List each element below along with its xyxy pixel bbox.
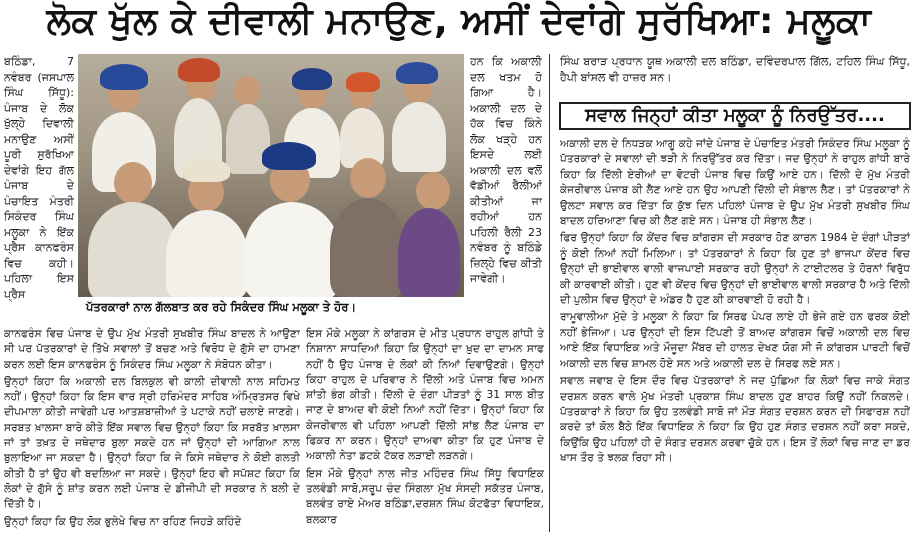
right-top-text [560, 54, 910, 94]
paragraph: ਫਿਰ ਉਨ੍ਹਾਂ ਕਿਹਾ ਕਿ ਕੇਂਦਰ ਵਿਚ ਕਾਂਗਰਸ ਦੀ ਸਰਕਾਰ ਹੋਣ ਕਾਰਨ 1984 ਦੇ ਦੰਗਾਂ ਪੀੜਤਾਂ ਨੂੰ ਕੋਈ ਨਿਆਂ ਨਹੀਂ ਮਿਲਿਆ। ਤਾਂ ਪੱਤਰਕਾਰਾਂ ਨੇ ਕਿਹਾ ਕਿ ਹੁਣ ਤਾਂ ਭਾਜਪਾ ਕੇਂਦਰ ਵਿਚ ਉਨ੍ਹਾਂ ਦੀ ਭਾਈਵਾਲ ਵਾਲੀ ਵਾਜਪਾਈ ਸਰਕਾਰ ਰਹੀ ਉਨ੍ਹਾਂ ਨੇ ਟਾਈਟਲਰ ਤੇ ਹੋਰਨਾਂ ਵਿਰੁੱਧ ਕੀ ਕਾਰਵਾਈ ਕੀਤੀ। ਹੁਣ ਵੀ ਕੇਂਦਰ ਵਿਚ ਉਨ੍ਹਾਂ ਦੀ ਭਾਈਵਾਲ ਵਾਲੀ ਸਰਕਾਰ ਹੈ ਅਤੇ ਦਿੱਲੀ ਦੀ ਪੁਲੀਸ ਵਿਚ ਉਨ੍ਹਾਂ ਦੇ ਅੰਡਰ ਹੈ ਹੁਣ ਕੀ ਕਾਰਵਾਈ ਹੋ ਰਹੀ ਹੈ। [560, 231, 910, 307]
paragraph: ਅਕਾਲੀ ਦਲ ਦੇ ਨਿਧੜਕ ਆਗੂ ਕਹੇ ਜਾਂਦੇ ਪੰਜਾਬ ਦੇ ਪੰਚਾਇਤ ਮੰਤਰੀ ਸਿਕੰਦਰ ਸਿੰਘ ਮਲੂਕਾ ਨੂੰ ਪੱਤਰਕਾਰਾਂ ਦੇ ਸਵਾਲਾਂ ਦੀ ਝੜੀ ਨੇ ਨਿਰਉੱਤਰ ਕਰ ਦਿੱਤਾ। ਜਦ ਉਨ੍ਹਾਂ ਨੇ ਰਾਹੁਲ ਗਾਂਧੀ ਬਾਰੇ ਕਿਹਾ ਕਿ ਦਿੱਲੀ ਏਰੀਆਂ ਦਾ ਵੋਟਰੀ ਪੰਜਾਬ ਵਿਚ ਕਿਉਂ ਆਏ ਹਨ। ਦਿੱਲੀ ਦੇ ਮੁੱਖ ਮੰਤਰੀ ਕੇਜਰੀਵਾਲ ਪੰਜਾਬ ਕੀ ਲੈਣ ਆਏ ਹਨ ਉਹ ਆਪਣੀ ਦਿੱਲੀ ਦੀ ਸੰਭਾਲ ਲੈਣ। ਤਾਂ ਪੱਤਰਕਾਰਾਂ ਨੇ ਉਲਟਾ ਸਵਾਲ ਕਰ ਦਿੱਤਾ ਕਿ ਕੁੱਝ ਦਿਨ ਪਹਿਲਾਂ ਪੰਜਾਬ ਦੇ ਉਪ ਮੁੱਖ ਮੰਤਰੀ ਸੁਖਬੀਰ ਸਿੰਘ ਬਾਦਲ ਹਰਿਆਣਾ ਵਿਚ ਕੀ ਲੈਣ ਗਏ ਸਨ। ਪੰਜਾਬ ਹੀ ਸੰਭਾਲ ਲੈਣ। [560, 137, 910, 228]
box-title: ਸਵਾਲ ਜਿਨ੍ਹਾਂ ਕੀਤਾ ਮਲੂਕਾ ਨੂੰ ਨਿਰਉੱਤਰ.... [559, 102, 911, 130]
paragraph: ਹਨ ਕਿ ਅਕਾਲੀ ਦਲ ਖਤਮ ਹੋ ਗਿਆ ਹੈ। ਅਕਾਲੀ ਦਲ ਦੇ ਹੱਕ ਵਿਚ ਕਿੰਨੇ ਲੋਕ ਖੜ੍ਹੇ ਹਨ ਇਸਦੇ ਲਈ ਅਕਾਲੀ ਦਲ ਵਲੋਂ ਵੱਡੀਆਂ ਰੈਲੀਆਂ ਕੀਤੀਆਂ ਜਾ ਰਹੀਆਂ ਹਨ ਪਹਿਲੀ ਰੈਲੀ 23 ਨਵੰਬਰ ਨੂੰ ਬਠਿੰਡੇ ਜ਼ਿਲ੍ਹੇ ਵਿਚ ਕੀਤੀ ਜਾਵੇਗੀ। [470, 55, 542, 285]
column-divider [549, 54, 550, 532]
bottom-left-column [4, 326, 300, 536]
paragraph: ਬਠਿੰਡਾ, 7 ਨਵੰਬਰ (ਜਸਪਾਲ ਸਿੰਘ ਸਿੱਧੂ): ਪੰਜਾਬ ਦੇ ਲੋਕ ਖੁੱਲ੍ਹੇ ਦਿਵਾਲੀ ਮਨਾਉਣ ਅਸੀਂ ਪੂਰੀ ਸੁਰੱਖਿਆ ਦੇਵਾਂਗੇ ਇਹ ਗੱਲ ਪੰਜਾਬ ਦੇ ਪੰਚਾਇਤ ਮੰਤਰੀ ਸਿਕੰਦਰ ਸਿੰਘ ਮਲੂਕਾ ਨੇ ਇੱਕ ਪ੍ਰੈਸ ਕਾਨਫਰੰਸ ਵਿਚ ਕਹੀ। ਪਹਿਲਾ ਇਸ ਪ੍ਰੈਸ [4, 55, 74, 301]
paragraph: ਕਾਨਫਰੰਸ ਵਿਚ ਪੰਜਾਬ ਦੇ ਉਪ ਮੁੱਖ ਮੰਤਰੀ ਸੁਖਬੀਰ ਸਿੰਘ ਬਾਦਲ ਨੇ ਆਉਣਾ ਸੀ ਪਰ ਪੱਤਰਕਾਰਾਂ ਦੇ ਤਿੱਖੇ ਸਵਾਲਾਂ ਤੋਂ ਬਚਣ ਅਤੇ ਵਿਰੋਧ ਦੇ ਗੁੱਸੇ ਦਾ ਹਾਮਣਾ ਕਰਨ ਲਈ ਇਸ ਕਾਨਫਰੰਸ ਨੂੰ ਸਿਕੰਦਰ ਸਿੰਘ ਮਲੂਕਾ ਨੇ ਸੰਬੋਧਨ ਕੀਤਾ। [4, 327, 300, 371]
paragraph: ਰਾਮੂਵਾਲੀਆ ਮੁੱਦੇ ਤੇ ਮਲੂਕਾ ਨੇ ਕਿਹਾ ਕਿ ਸਿਰਫ ਪੇਪਰ ਲਾਏ ਹੀ ਭੇਜੇ ਗਏ ਹਨ ਫਰਕ ਕੋਈ ਨਹੀਂ ਭੇਜਿਆ। ਪਰ ਉਨ੍ਹਾਂ ਦੀ ਇਸ ਟਿੱਪਣੀ ਤੋਂ ਬਾਅਦ ਕਾਂਗਰਸ ਵਿਚੋਂ ਅਕਾਲੀ ਦਲ ਵਿਚ ਆਏ ਇੱਕ ਵਿਧਾਇਕ ਅਤੇ ਮੌਜੂਦਾ ਮੈਂਬਰ ਦੀ ਹਾਲਤ ਦੇਖਣ ਯੋਗ ਸੀ ਜੋ ਕਾਂਗਰਸ ਪਾਰਟੀ ਵਿਚੋਂ ਅਕਾਲੀ ਦਲ ਵਿਚ ਸ਼ਾਮਲ ਹੋਏ ਸਨ ਅਤੇ ਅਕਾਲੀ ਦਲ ਦੇ ਸਿਰਫ ਲਏ ਸਨ। [560, 310, 910, 370]
bottom-middle-column [306, 326, 544, 536]
headline: ਲੋਕ ਖੁੱਲ ਕੇ ਦੀਵਾਲੀ ਮਨਾਉਣ, ਅਸੀਂ ਦੇਵਾਂਗੇ ਸੁਰੱਖਿਆ: ਮਲੂਕਾ [46, 1, 872, 42]
news-photo [78, 54, 464, 317]
paragraph: ਇਸ ਮੌਕੇ ਮਲੂਕਾ ਨੇ ਕਾਂਗਰਸ ਦੇ ਮੀਤ ਪ੍ਰਧਾਨ ਰਾਹੁਲ ਗਾਂਧੀ ਤੇ ਨਿਸ਼ਾਨਾ ਸਾਧਦਿਆਂ ਕਿਹਾ ਕਿ ਉਨ੍ਹਾਂ ਦਾ ਖ਼ੁਦ ਦਾ ਦਾਮਨ ਸਾਫ ਨਹੀਂ ਹੈ ਉਹ ਪੰਜਾਬ ਦੇ ਲੋਕਾਂ ਕੀ ਨਿਆਂ ਦਿਵਾਉਣਗੇ। ਉਨ੍ਹਾਂ ਕਿਹਾ ਰਾਹੁਲ ਦੇ ਪਰਿਵਾਰ ਨੇ ਦਿੱਲੀ ਅਤੇ ਪੰਜਾਬ ਵਿਚ ਅਮਨ ਸ਼ਾਂਤੀ ਭੰਗ ਕੀਤੀ। ਦਿੱਲੀ ਦੇ ਦੰਗਾ ਪੀੜਤਾਂ ਨੂੰ 31 ਸਾਲ ਬੀਤ ਜਾਣ ਦੇ ਬਾਅਦ ਵੀ ਕੋਈ ਨਿਆਂ ਨਹੀਂ ਦਿੱਤਾ। ਉਨ੍ਹਾਂ ਕਿਹਾ ਕਿ ਕੇਜਰੀਵਾਲ ਵੀ ਪਹਿਲਾ ਆਪਣੀ ਦਿੱਲੀ ਸਾਂਭ ਲੈਣ ਪੰਜਾਬ ਦਾ ਫਿਕਰ ਨਾ ਕਰਨ। ਉਨ੍ਹਾਂ ਦਾਅਵਾ ਕੀਤਾ ਕਿ ਹੁਣ ਪੰਜਾਬ ਦੇ ਅਕਾਲੀ ਨੇਤਾ ਡਟਕੇ ਟੱਕਰ ਲੜਾਈ ਲੜਨਗੇ। [306, 327, 544, 463]
paragraph: ਇਸ ਮੌਕੇ ਉਨ੍ਹਾਂ ਨਾਲ ਜੀਤ ਮਹਿੰਦਰ ਸਿੰਘ ਸਿੱਧੂ ਵਿਧਾਇਕ ਤਲਵੰਡੀ ਸਾਬੋ,ਸਰੂਪ ਚੰਦ ਸਿੰਗਲਾ ਮੁੱਖ ਸੰਸਦੀ ਸਕੱਤਰ ਪੰਜਾਬ, ਬਲਵੰਤ ਰਾਏ ਮੇਅਰ ਬਠਿੰਡਾ,ਦਰਸ਼ਨ ਸਿੰਘ ਕੋਟਫੱਤਾ ਵਿਧਾਇਕ, ਬਲਕਾਰ [306, 466, 544, 526]
left-column [4, 54, 74, 322]
paragraph: ਉਨ੍ਹਾਂ ਕਿਹਾ ਕਿ ਅਕਾਲੀ ਦਲ ਬਿਲਕੁਲ ਵੀ ਕਾਲੀ ਦੀਵਾਲੀ ਨਾਲ ਸਹਿਮਤ ਨਹੀਂ। ਉਨ੍ਹਾਂ ਕਿਹਾ ਕਿ ਇਸ ਵਾਰ ਸ੍ਰੀ ਹਰਿਮੰਦਰ ਸਾਹਿਬ ਅੰਮ੍ਰਿਤਸਰ ਵਿਖੇ ਦੀਪਮਾਲਾ ਕੀਤੀ ਜਾਵੇਗੀ ਪਰ ਆਤਸ਼ਬਾਜ਼ੀਆਂ ਤੇ ਪਟਾਕੇ ਨਹੀਂ ਚਲਾਏ ਜਾਣਗੇ। ਸਰਬਤ ਖ਼ਾਲਸਾ ਬਾਰੇ ਕੀਤੇ ਇੱਕ ਸਵਾਲ ਵਿਚ ਉਨ੍ਹਾਂ ਕਿਹਾ ਕਿ ਸਰਬੱਤ ਖ਼ਾਲਸਾ ਜਾਂ ਤਾਂ ਤਖ਼ਤ ਦੇ ਜਥੇਦਾਰ ਬੁਲਾ ਸਕਦੇ ਹਨ ਜਾਂ ਉਨ੍ਹਾਂ ਦੀ ਆਗਿਆ ਨਾਲ ਬੁਲਾਇਆ ਜਾ ਸਕਦਾ ਹੈ। ਉਨ੍ਹਾਂ ਕਿਹਾ ਕਿ ਜੇ ਕਿਸੇ ਜਥੇਦਾਰ ਨੇ ਕੋਈ ਗਲਤੀ ਕੀਤੀ ਹੈ ਤਾਂ ਉਹ ਵੀ ਬਦਲਿਆ ਜਾ ਸਕਦੇ। ਉਨ੍ਹਾਂ ਇਹ ਵੀ ਸਪੱਸ਼ਟ ਕਿਹਾ ਕਿ ਲੋਕਾਂ ਦੇ ਗੁੱਸੇ ਨੂੰ ਸ਼ਾਂਤ ਕਰਨ ਲਈ ਪੰਜਾਬ ਦੇ ਡੀਜੀਪੀ ਦੀ ਸਰਕਾਰ ਨੇ ਬਲੀ ਦੇ ਦਿੱਤੀ ਹੈ। [4, 374, 300, 511]
middle-top-column [470, 54, 542, 322]
paragraph: ਉਨ੍ਹਾਂ ਕਿਹਾ ਕਿ ਉਹ ਲੋਕ ਭੁਲੇਖੇ ਵਿਚ ਨਾ ਰਹਿਣ ਜਿਹੜੇ ਕਹਿੰਦੇ [4, 514, 242, 528]
photo-caption: ਪੱਤਰਕਾਰਾਂ ਨਾਲ ਗੱਲਬਾਤ ਕਰ ਰਹੇ ਸਿਕੰਦਰ ਸਿੰਘ ਮਲੂਕਾ ਤੇ ਹੋਰ। [78, 297, 464, 317]
right-column [560, 136, 910, 536]
paragraph: ਸਿੰਘ ਬਰਾੜ ਪ੍ਰਧਾਨ ਯੂਥ ਅਕਾਲੀ ਦਲ ਬਠਿੰਡਾ, ਦਵਿੰਦਰਪਾਲ ਗਿੱਲ, ਟਹਿਲ ਸਿੰਘ ਸਿੱਧੂ, ਹੈਪੀ ਬਾਂਸਲ ਵੀ ਹਾਜ਼ਰ ਸਨ। [560, 55, 910, 84]
paragraph: ਸਵਾਲ ਜਵਾਬ ਦੇ ਇਸ ਦੌਰ ਵਿਚ ਪੱਤਰਕਾਰਾਂ ਨੇ ਜਦ ਪੁੱਛਿਆ ਕਿ ਲੋਕਾਂ ਵਿਚ ਜਾਕੇ ਸੰਗਤ ਦਰਸ਼ਨ ਕਰਨ ਵਾਲੇ ਮੁੱਖ ਮੰਤਰੀ ਪ੍ਰਕਾਸ਼ ਸਿੰਘ ਬਾਦਲ ਹੁਣ ਬਾਹਰ ਕਿਉਂ ਨਹੀਂ ਨਿਕਲਦੇ। ਪੱਤਰਕਾਰਾਂ ਨੇ ਕਿਹਾ ਕਿ ਉਹ ਤਲਵੰਡੀ ਸਾਬੋ ਜਾਂ ਮੌੜ ਸੰਗਤ ਦਰਸ਼ਨ ਕਰਨ ਦੀ ਸਿਫਾਰਸ਼ ਨਹੀਂ ਕਰਦੇ ਤਾਂ ਕੋਲ ਬੈਠੇ ਇੱਕ ਵਿਧਾਇਕ ਨੇ ਕਿਹਾ ਕਿ ਉਹ ਹੁਣ ਸੰਗਤ ਦਰਸ਼ਨ ਨਹੀਂ ਕਰਾ ਸਕਦੇ, ਕਿਉਂਕਿ ਉਹ ਪਹਿਲਾਂ ਹੀ ਦੋ ਸੰਗਤ ਦਰਸ਼ਨ ਕਰਵਾ ਚੁੱਕੇ ਹਨ। ਇਸ ਤੋਂ ਲੋਕਾਂ ਵਿਚ ਜਾਣ ਦਾ ਡਰ ਖਾਸ ਤੌਰ ਤੇ ਝਲਕ ਰਿਹਾ ਸੀ। [560, 374, 910, 465]
